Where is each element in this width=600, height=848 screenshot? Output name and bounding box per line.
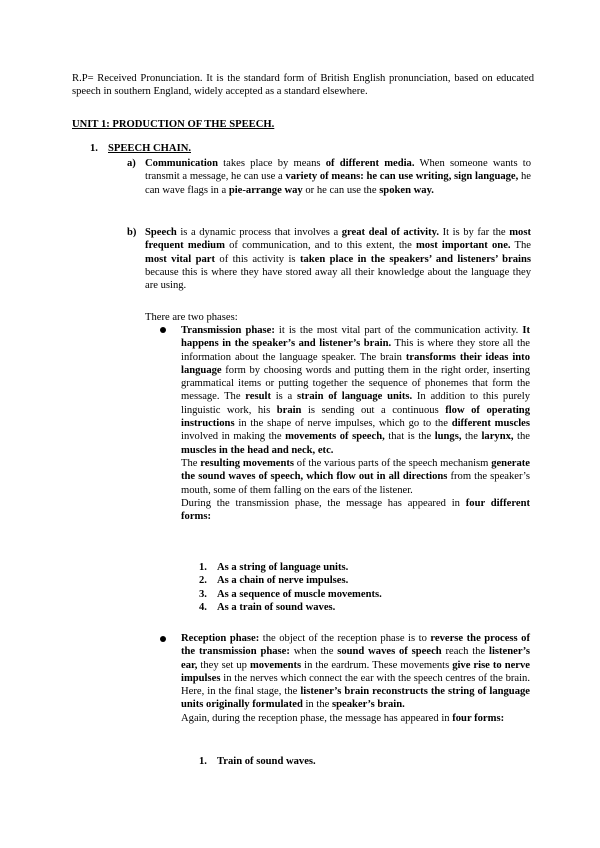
reception-paragraph: [181, 632, 530, 712]
text-run: reverse the process of the transmission phase:: [181, 633, 530, 658]
bullet-transmission: [160, 327, 166, 333]
text-run: of the various parts of the speech mechanism: [294, 457, 492, 469]
text-run: Communication: [145, 158, 218, 169]
list-item-number: 3.: [199, 588, 207, 600]
text-run: the: [461, 431, 482, 443]
text-run: Again, during the reception phase, the message has appeared in: [181, 712, 453, 724]
text-run: strain of language units.: [296, 391, 413, 403]
text-run: takes place by means: [217, 158, 326, 169]
text-run: During the transmission phase, the message has appeared in: [181, 497, 466, 509]
text-run: four forms:: [452, 712, 505, 724]
text-run: Speech: [145, 227, 177, 238]
phases-intro: There are two phases:: [145, 312, 238, 323]
text-run: in the nerves which connect the ear with the speech centres of the brain. Here, in the final stage, the: [181, 672, 530, 698]
text-run: It happens in the speaker’s and listener’s brain.: [181, 325, 531, 350]
text-run: movements of speech,: [285, 431, 385, 443]
text-run: the: [513, 431, 530, 443]
reception-phase: [181, 632, 530, 725]
text-run: different muscles: [451, 418, 530, 430]
section-title: SPEECH CHAIN.: [108, 143, 191, 154]
text-run: is a dynamic process that involves a: [176, 227, 342, 238]
text-run: most vital part: [145, 253, 215, 265]
text-run: speaker’s brain.: [331, 699, 405, 711]
reception-paragraph-2: [181, 712, 530, 725]
text-run: that is the: [384, 431, 435, 443]
list-item-text: As a string of language units.: [217, 562, 349, 573]
item-b-paragraph: [145, 226, 531, 292]
text-run: listener’s brain reconstructs the string of language units originally formulated: [181, 686, 530, 711]
text-run: This is where they store all the information about the language speaker. The brain: [181, 338, 530, 363]
text-run: Reception phase:: [181, 633, 260, 644]
text-run: The: [510, 240, 531, 252]
text-run: brain: [276, 404, 302, 416]
text-run: four different forms:: [181, 497, 530, 523]
text-run: of this activity is: [215, 253, 300, 265]
text-run: Transmission phase:: [181, 325, 275, 336]
text-run: generate the sound waves of speech, which flow out in all directions: [181, 457, 531, 483]
text-run: most frequent medium: [145, 227, 531, 252]
text-run: most important one.: [415, 240, 511, 252]
text-run: he can wave flags in a: [145, 171, 531, 196]
text-run: when the: [289, 646, 338, 658]
text-run: of different media.: [325, 158, 415, 169]
text-run: from the speaker’s mouth, some of them falling on the ears of the listener.: [181, 471, 530, 496]
text-run: is sending out a continuous: [301, 404, 446, 416]
bullet-reception: [160, 636, 166, 642]
unit-title: UNIT 1: PRODUCTION OF THE SPEECH.: [72, 119, 275, 130]
text-run: or he can use the: [302, 184, 380, 196]
text-run: transforms their ideas into language: [181, 351, 530, 376]
text-run: reach the: [441, 646, 489, 658]
text-run: result: [245, 391, 271, 403]
text-run: variety of means: he can use writing, sign language,: [285, 171, 519, 183]
text-run: of communication, and to this extent, the: [224, 240, 416, 252]
text-run: the object of the reception phase is to: [259, 633, 431, 644]
text-run: taken place in the speakers’ and listeners’ brains: [299, 253, 531, 265]
text-run: in the shape of nerve impulses, which go to the: [234, 418, 452, 430]
text-run: because this is where they have stored away all their knowledge about the language they are using.: [145, 266, 531, 292]
text-run: lungs,: [434, 431, 462, 443]
text-run: listener’s ear,: [181, 646, 530, 671]
text-run: form by choosing words and putting them in the right order, inserting grammatical items or putting together the sequence of phonemes that form the message. The: [181, 364, 530, 403]
text-run: is a: [271, 391, 297, 403]
text-run: they set up: [197, 659, 250, 671]
text-run: resulting movements: [200, 457, 295, 469]
list-item-number: 4.: [199, 601, 207, 613]
item-a-paragraph: [145, 157, 531, 197]
text-run: pie-arrange way: [228, 184, 303, 196]
list-item-text: Train of sound waves.: [217, 756, 316, 767]
list-item-number: 1.: [199, 562, 207, 573]
text-run: muscles in the head and neck, etc.: [181, 444, 334, 456]
list-item-text: As a chain of nerve impulses.: [217, 575, 349, 587]
text-run: it is the most vital part of the communication activity.: [274, 325, 523, 336]
text-run: great deal of activity.: [341, 227, 440, 238]
transmission-paragraph-3: [181, 497, 530, 524]
text-run: When someone wants to transmit a message, he can use a: [145, 158, 532, 183]
text-run: flow of operating instructions: [181, 404, 530, 430]
transmission-phase: [181, 324, 530, 523]
text-run: in the eardrum. These movements: [301, 659, 453, 671]
text-run: In addition to this purely linguistic work, his: [181, 391, 530, 416]
list-item-text: As a train of sound waves.: [217, 601, 336, 613]
list-item-number: 1.: [199, 756, 207, 767]
transmission-paragraph-2: [181, 457, 530, 497]
text-run: spoken way.: [379, 184, 434, 196]
text-run: larynx,: [481, 431, 514, 443]
text-run: in the: [302, 699, 332, 711]
item-b-label: b): [127, 227, 137, 238]
list-item-text: As a sequence of muscle movements.: [217, 588, 382, 600]
text-run: movements: [249, 659, 302, 671]
item-a-label: a): [127, 158, 136, 169]
text-run: sound waves of speech: [337, 646, 442, 658]
section-number: 1.: [90, 143, 98, 154]
list-item-number: 2.: [199, 575, 207, 587]
intro-paragraph: R.P= Received Pronunciation. It is the standard form of British English pronunciation, based on educated speech in southern England, widely accepted as a standard elsewhere.: [72, 73, 534, 98]
text-run: give rise to nerve impulses: [181, 659, 530, 684]
text-run: The: [181, 457, 201, 469]
text-run: involved in making the: [181, 431, 286, 443]
transmission-paragraph: [181, 324, 530, 457]
text-run: It is by far the: [439, 227, 510, 238]
